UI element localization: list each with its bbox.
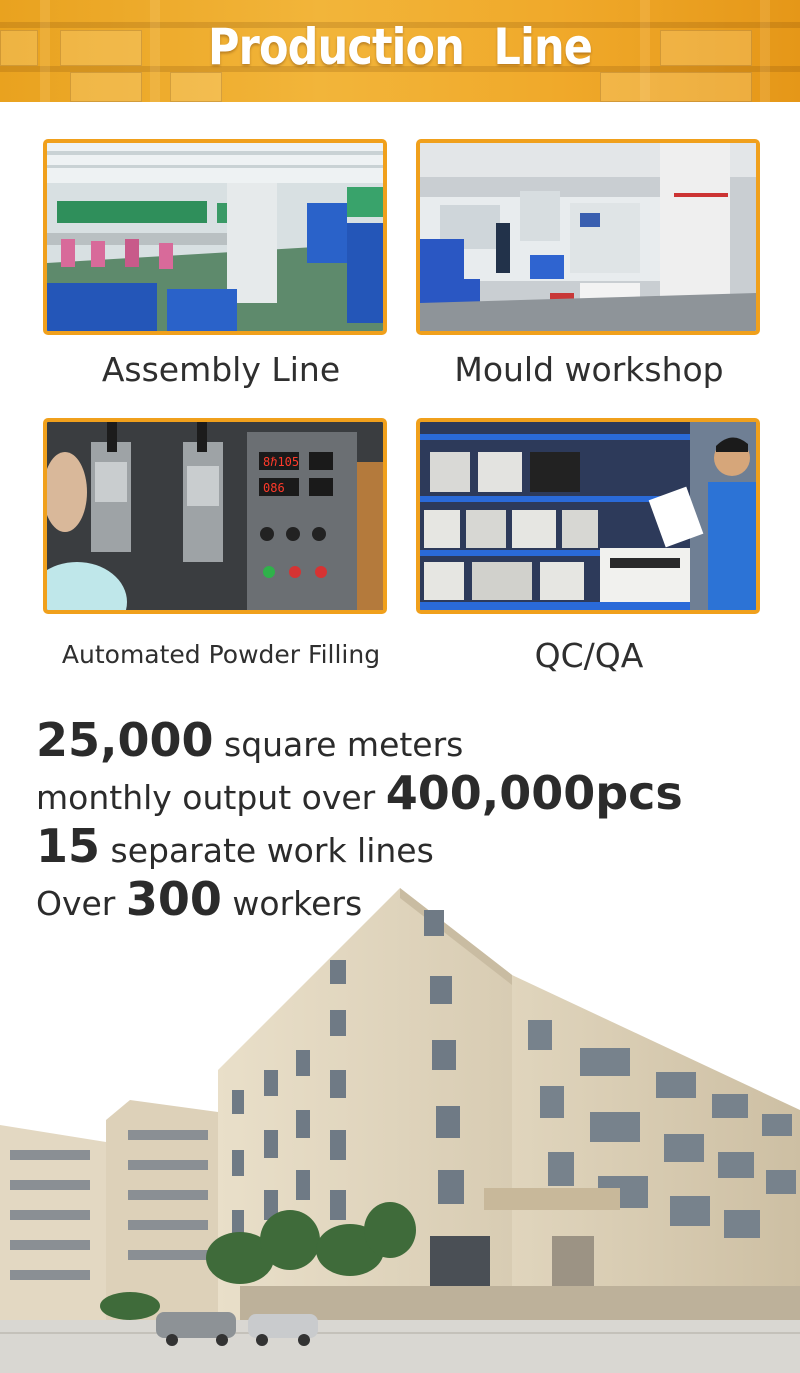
stat-area: 25,000 square meters <box>36 713 464 767</box>
stat-value: 15 <box>36 819 101 873</box>
assembly-line-photo <box>47 143 383 331</box>
header-banner <box>0 0 800 102</box>
svg-text:8ℏ105: 8ℏ105 <box>263 455 300 469</box>
stat-lines: 15 separate work lines <box>36 819 434 873</box>
factory-building-photo <box>0 880 800 1373</box>
qc-qa-photo <box>420 422 756 610</box>
qc-qa-caption: QC/QA <box>534 636 644 675</box>
page-title: Production Line <box>207 18 593 76</box>
stat-workers: Over 300 workers <box>36 872 363 926</box>
qc-qa-photo-card <box>416 418 760 614</box>
stat-output: monthly output over 400,000pcs <box>36 766 683 820</box>
mould-workshop-photo <box>420 143 756 331</box>
assembly-line-photo-card <box>43 139 387 335</box>
assembly-line-caption: Assembly Line <box>101 350 341 389</box>
svg-text:086: 086 <box>263 481 285 495</box>
powder-filling-photo <box>47 422 383 610</box>
mould-workshop-photo-card <box>416 139 760 335</box>
stat-value: 300 <box>125 872 222 926</box>
powder-filling-caption: Automated Powder Filling <box>61 640 381 669</box>
mould-workshop-caption: Mould workshop <box>454 350 724 389</box>
stat-value: 400,000pcs <box>385 766 683 820</box>
stat-value: 25,000 <box>36 713 214 767</box>
powder-filling-photo-card <box>43 418 387 614</box>
